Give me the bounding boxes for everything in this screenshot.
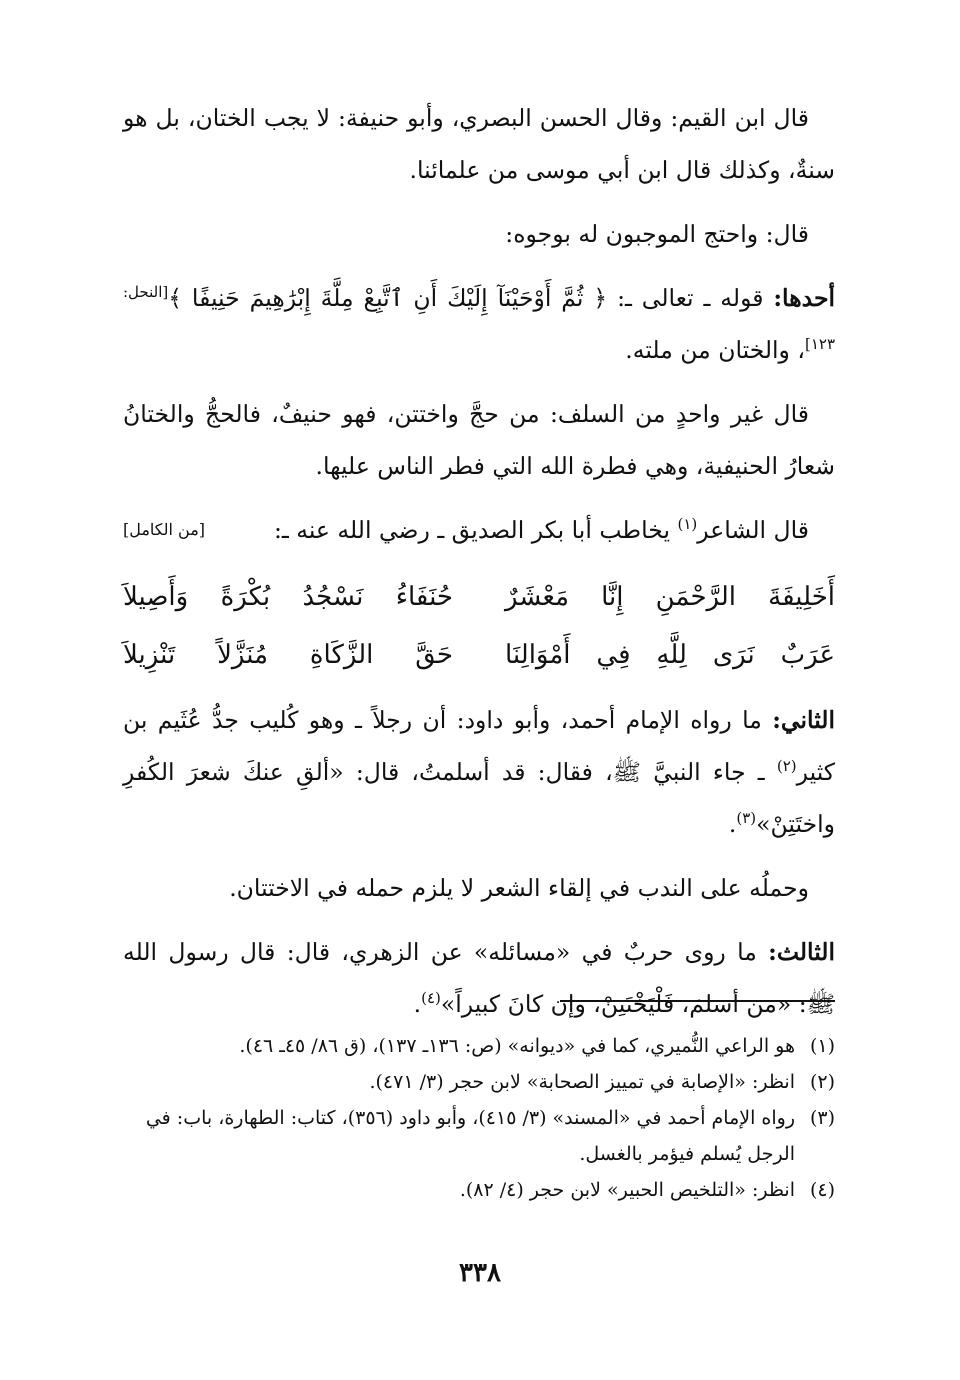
verse-second-hemistich: حُنَفَاءُ نَسْجُدُ بُكْرَةً وَأَصِيلاَ	[123, 582, 453, 612]
footnote-item	[123, 1064, 835, 1100]
footnote-item	[123, 1028, 835, 1064]
paragraph-text: وحملُه على الندب في إلقاء الشعر لا يلزم حمله في الاختتان.	[229, 874, 809, 902]
poem-verse	[123, 626, 835, 684]
paragraph-text: قال ابن القيم: وقال الحسن البصري، وأبو حنيفة: لا يجب الختان، بل هو سنةٌ، وكذلك قال ابن أبي موسى من علمائنا.	[123, 104, 835, 184]
paragraph-ibn-qayyim	[123, 92, 835, 196]
footnotes	[123, 1028, 835, 1208]
paragraph-text: قال الشاعر	[697, 516, 809, 544]
paragraph-second-evidence	[123, 694, 835, 850]
footnote-ref: (٤)	[421, 989, 441, 1008]
verse-reference: [النحل: ١٢٣]	[123, 283, 835, 354]
paragraph-text: ما روى حربٌ في «مسائله» عن الزهري، قال: قال رسول الله ﷺ: «من أسلمَ، فَلْيَخْتَتِنْ، وإن كانَ كبيراً»	[123, 938, 835, 1018]
footnote-ref: (٣)	[736, 809, 757, 828]
paragraph-text: ما رواه الإمام أحمد، وأبو داود: أن رجلاً ـ وهو كُليب جدُّ عُثَيم بن كثير	[123, 706, 835, 786]
footnote-text: انظر: «الإصابة في تمييز الصحابة» لابن حجر (٣/ ٤٧١).	[369, 1071, 795, 1093]
verse-second-hemistich: حَقَّ الزَّكَاةِ مُنَزَّلاً تَنْزِيلاَ	[123, 640, 453, 670]
paragraph-recommendation	[123, 862, 835, 914]
paragraph-poet-intro	[123, 504, 835, 556]
footnote-separator	[560, 1000, 835, 1002]
paragraph-salaf	[123, 388, 835, 492]
section-lead: الثالث:	[768, 938, 835, 966]
quran-verse: قوله ـ تعالى ـ: ﴿ ثُمَّ أَوْحَيْنَآ إِلَيْكَ أَنِ ٱتَّبِعْ مِلَّةَ إِبْرَٰهِيمَ حَنِيفًا ﴾	[168, 284, 774, 312]
footnote-ref: (٢)	[776, 757, 797, 776]
section-lead: أحدها:	[773, 284, 835, 312]
paragraph-text: قال: واحتج الموجبون له بوجوه:	[505, 220, 809, 248]
footnote-number: (١)	[809, 1035, 835, 1057]
paragraph-text: .	[728, 810, 737, 838]
poem-verse	[123, 568, 835, 626]
footnote-item	[123, 1100, 835, 1172]
footnote-text: رواه الإمام أحمد في «المسند» (٣/ ٤١٥)، وأبو داود (٣٥٦)، كتاب: الطهارة، باب: في الرجل يُسلم فيؤمر بالغسل.	[145, 1107, 795, 1165]
footnote-number: (٣)	[809, 1107, 835, 1129]
paragraph-text: ـ جاء النبيَّ ﷺ، فقال: قد أسلمتُ، قال: «ألقِ عنكَ شعرَ الكُفرِ واختَتِنْ»	[123, 758, 835, 838]
page-number: ٣٣٨	[459, 1258, 501, 1288]
footnote-number: (٢)	[809, 1071, 835, 1093]
paragraph-first-evidence	[123, 272, 835, 376]
section-lead: الثاني:	[772, 706, 835, 734]
paragraph-text: قال غير واحدٍ من السلف: من حجَّ واختتن، فهو حنيفٌ، فالحجُّ والختانُ شعارُ الحنيفية، وهي فطرة الله التي فطر الناس عليها.	[123, 400, 835, 480]
footnote-text: انظر: «التلخيص الحبير» لابن حجر (٤/ ٨٢).	[459, 1179, 795, 1201]
main-text	[123, 92, 835, 1042]
footnote-ref: (١)	[677, 515, 698, 534]
verse-first-hemistich: أَخَلِيفَةَ الرَّحْمَنِ إِنَّا مَعْشَرٌ	[505, 582, 835, 612]
verse-first-hemistich: عَرَبٌ نَرَى لِلَّهِ فِي أَمْوَالِنَا	[505, 640, 835, 670]
poem-meter: [من الكامل]	[123, 520, 206, 539]
footnote-text: هو الراعي النُّميري، كما في «ديوانه» (ص: ١٣٦ـ ١٣٧)، (ق ٨٦/ ٤٥ـ ٤٦).	[239, 1035, 795, 1057]
paragraph-evidence-intro	[123, 208, 835, 260]
footnote-item	[123, 1172, 835, 1208]
footnote-number: (٤)	[809, 1179, 835, 1201]
paragraph-third-evidence	[123, 926, 835, 1030]
paragraph-text: يخاطب أبا بكر الصديق ـ رضي الله عنه ـ:	[273, 516, 678, 544]
paragraph-text: ، والختان من ملته.	[625, 336, 805, 364]
paragraph-text: .	[413, 990, 422, 1018]
